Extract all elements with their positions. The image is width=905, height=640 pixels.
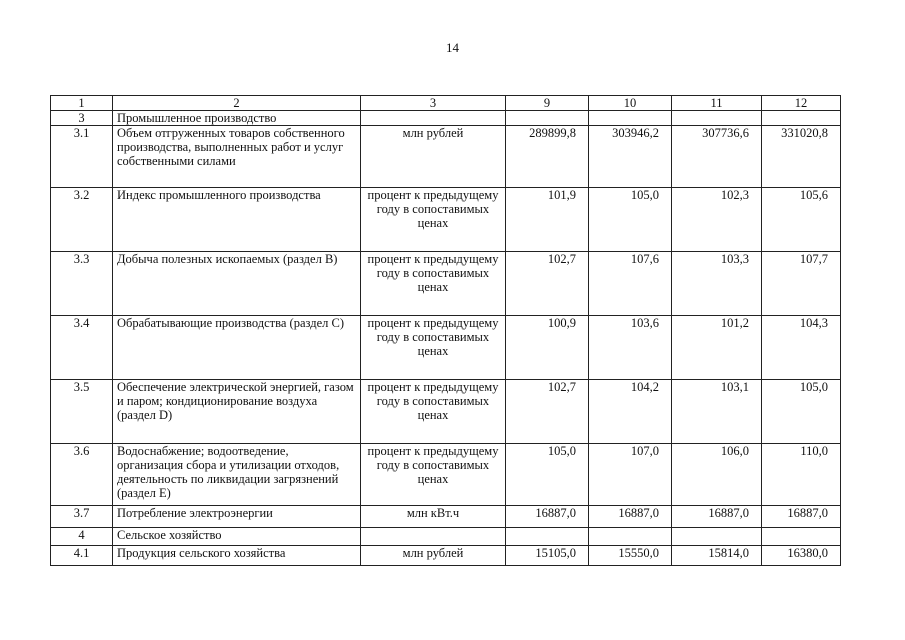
value-cell: 100,9 [506,316,589,380]
value-cell: 103,1 [672,380,762,444]
value-cell [762,111,841,126]
value-cell: 102,3 [672,188,762,252]
value-cell: 106,0 [672,444,762,506]
value-cell: 101,9 [506,188,589,252]
indicator-name-cell: Объем отгруженных товаров собственного производства, выполненных работ и услуг собственными силами [113,126,361,188]
table-header-row [51,96,841,111]
indicator-name-cell: Добыча полезных ископаемых (раздел В) [113,252,361,316]
value-cell: 105,6 [762,188,841,252]
value-cell: 15105,0 [506,546,589,566]
header-cell: 11 [672,96,762,111]
indicators-table [50,95,841,566]
header-cell: 12 [762,96,841,111]
value-cell: 102,7 [506,252,589,316]
row-number-cell: 4.1 [51,546,113,566]
value-cell: 103,3 [672,252,762,316]
row-number-cell: 3.6 [51,444,113,506]
indicator-name-cell: Потребление электроэнергии [113,506,361,528]
indicator-name-cell: Обеспечение электрической энергией, газом и паром; кондиционирование воздуха (раздел D) [113,380,361,444]
unit-cell: процент к предыдущему году в сопоставимых ценах [361,188,506,252]
indicator-name-cell: Продукция сельского хозяйства [113,546,361,566]
unit-cell: процент к предыдущему году в сопоставимых ценах [361,444,506,506]
value-cell: 16380,0 [762,546,841,566]
value-cell: 107,0 [589,444,672,506]
value-cell: 331020,8 [762,126,841,188]
indicator-name-cell: Сельское хозяйство [113,528,361,546]
row-number-cell: 3.5 [51,380,113,444]
value-cell [672,528,762,546]
value-cell [672,111,762,126]
header-cell: 9 [506,96,589,111]
row-number-cell: 3.3 [51,252,113,316]
unit-cell: млн кВт.ч [361,506,506,528]
value-cell: 15550,0 [589,546,672,566]
value-cell: 16887,0 [506,506,589,528]
indicator-name-cell: Водоснабжение; водоотведение, организация сбора и утилизации отходов, деятельность по ликвидации загрязнений (раздел Е) [113,444,361,506]
value-cell: 103,6 [589,316,672,380]
indicator-name-cell: Индекс промышленного производства [113,188,361,252]
row-number-cell: 3.2 [51,188,113,252]
value-cell: 16887,0 [762,506,841,528]
row-number-cell: 3.4 [51,316,113,380]
indicator-name-cell: Обрабатывающие производства (раздел С) [113,316,361,380]
section-row [51,528,841,546]
section-row [51,111,841,126]
table-row [51,126,841,188]
value-cell [506,111,589,126]
value-cell: 16887,0 [672,506,762,528]
header-cell: 1 [51,96,113,111]
value-cell [589,111,672,126]
table-row [51,316,841,380]
table-row [51,252,841,316]
value-cell: 104,2 [589,380,672,444]
value-cell [589,528,672,546]
value-cell: 110,0 [762,444,841,506]
value-cell: 303946,2 [589,126,672,188]
row-number-cell: 3 [51,111,113,126]
header-cell: 3 [361,96,506,111]
table-row [51,188,841,252]
unit-cell [361,528,506,546]
value-cell: 289899,8 [506,126,589,188]
unit-cell: млн рублей [361,126,506,188]
value-cell [506,528,589,546]
value-cell: 105,0 [506,444,589,506]
row-number-cell: 3.7 [51,506,113,528]
indicator-name-cell: Промышленное производство [113,111,361,126]
value-cell: 107,7 [762,252,841,316]
row-number-cell: 4 [51,528,113,546]
unit-cell [361,111,506,126]
value-cell: 307736,6 [672,126,762,188]
value-cell: 105,0 [762,380,841,444]
value-cell: 104,3 [762,316,841,380]
header-cell: 2 [113,96,361,111]
unit-cell: млн рублей [361,546,506,566]
unit-cell: процент к предыдущему году в сопоставимых ценах [361,316,506,380]
value-cell [762,528,841,546]
table-row [51,546,841,566]
value-cell: 102,7 [506,380,589,444]
table-row [51,380,841,444]
value-cell: 16887,0 [589,506,672,528]
page-number: 14 [446,40,459,55]
row-number-cell: 3.1 [51,126,113,188]
unit-cell: процент к предыдущему году в сопоставимых ценах [361,380,506,444]
table-row [51,444,841,506]
table-row [51,506,841,528]
unit-cell: процент к предыдущему году в сопоставимых ценах [361,252,506,316]
value-cell: 105,0 [589,188,672,252]
header-cell: 10 [589,96,672,111]
value-cell: 15814,0 [672,546,762,566]
value-cell: 101,2 [672,316,762,380]
value-cell: 107,6 [589,252,672,316]
